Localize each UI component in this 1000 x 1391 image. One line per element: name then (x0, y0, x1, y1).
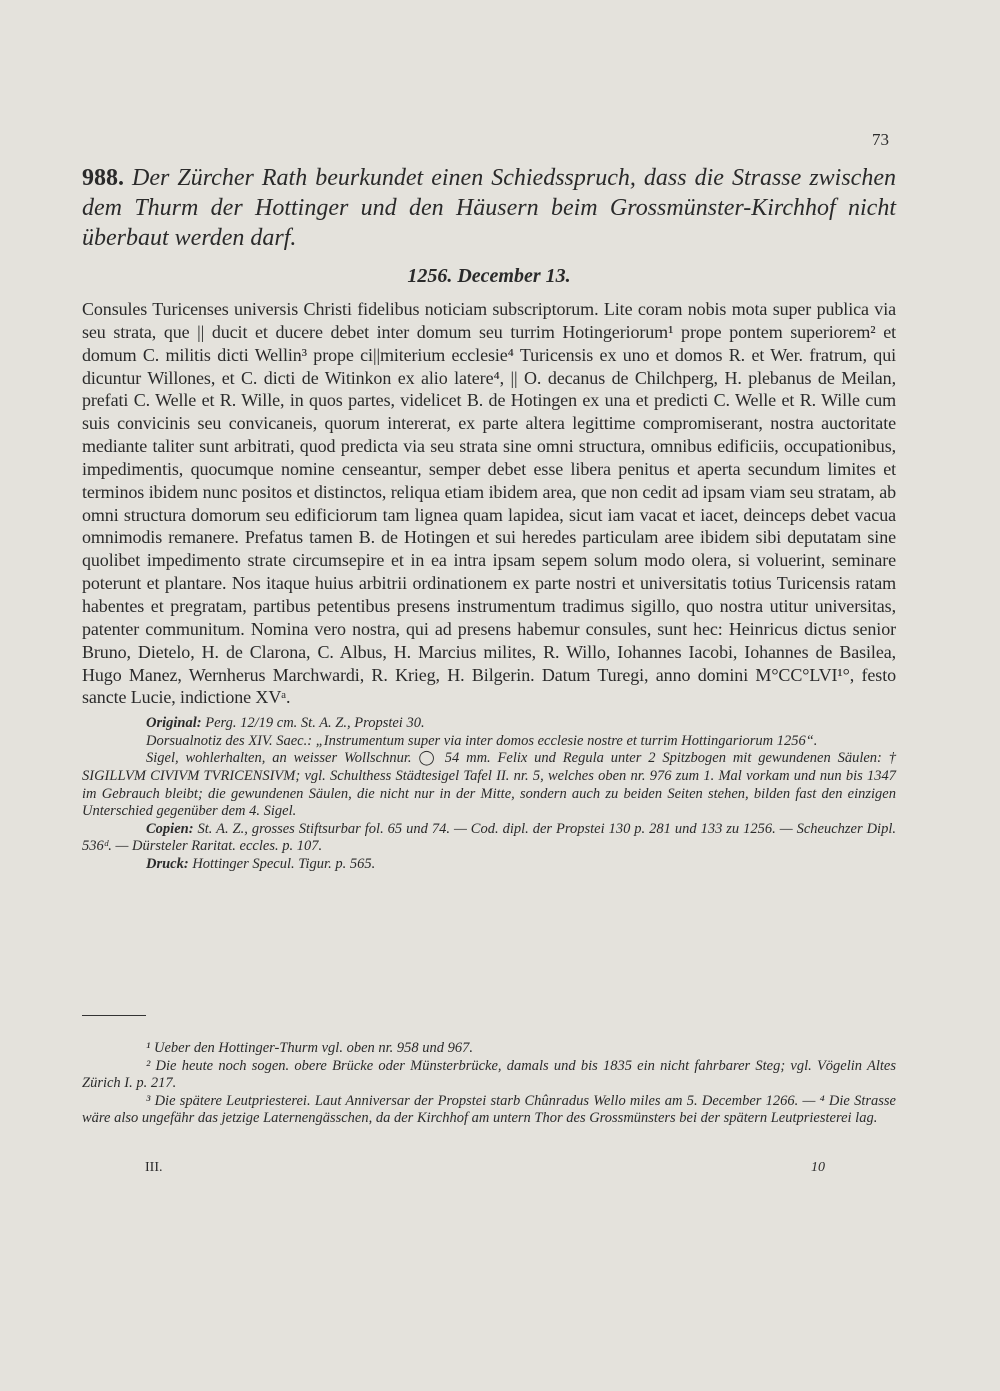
note-original (82, 715, 896, 733)
note-text: Sigel, wohlerhalten, an weisser Wollschnur. ◯ 54 mm. Felix und Regula unter 2 Spitzbogen mit gewundenen Säulen: † SIGILLVM CIVIVM TVRICENSIVM; vgl. Schulthess Städtesigel Tafel II. nr. 5, welches oben nr. 976 zum 1. Mal vorkam und nun bis 1347 im Gebrauch bleibt; die gewundenen Säulen, die nicht nur in der Mitte, sondern auch zu beiden Seiten stehen, bilden fast den einzigen Unterschied gegenüber dem 4. Sigel. (82, 750, 896, 820)
source-notes (82, 715, 896, 873)
note-text: St. A. Z., grosses Stiftsurbar fol. 65 und 74. — Cod. dipl. der Propstei 130 p. 281 und 133 zu 1256. — Scheuchzer Dipl. 536ᵈ. — Dürsteler Raritat. eccles. p. 107. (82, 820, 896, 855)
document-title: Der Zürcher Rath beurkundet einen Schiedsspruch, dass die Strasse zwischen dem Thurm der Hottinger und den Häusern beim Grossmünster-Kirchhof nicht überbaut werden darf. (82, 165, 896, 251)
document (82, 163, 896, 874)
note-seal (82, 750, 896, 820)
note-copies (82, 821, 896, 856)
footnote: ² Die heute noch sogen. obere Brücke oder Münsterbrücke, damals und bis 1835 ein nicht fahrbarer Steg; vgl. Vögelin Altes Zürich I. p. 217. (82, 1057, 896, 1092)
note-dorsual (82, 733, 896, 751)
document-body: Consules Turicenses universis Christi fidelibus noticiam subscriptorum. Lite coram nobis mota super publica via seu strata, que || ducit et ducere debet inter domum seu turrim Hotingeriorum¹ prope pontem superiorem² et domum C. militis dicti Wellin³ prope ci||miterium ecclesie⁴ Turicensis ex uno et domos R. et Wer. fratrum, qui dicuntur Willones, et C. dicti de Witinkon ex alio latere⁴, || O. decanus de Chilchperg, H. plebanus de Meilan, prefati C. Welle et R. Wille, in quos partes, videlicet B. de Hotingen ex una et predicti C. Welle et R. Wille cum suis convicinis seu convicaneis, quorum intererat, ex parte altera legittime compromiserant, nostra auctoritate mediante taliter sunt arbitrati, quod predicta via seu strata sine omni structura, omnibus edificiis, occupationibus, impedimentis, quocumque nomine censeantur, semper debet esse libera penitus et aperta secundum limites et terminos ibidem nunc positos et distinctos, reliqua etiam ibidem area, que non cedit ad ipsam viam seu stratam, ab omni structura domorum seu edificiorum tam lignea quam lapidea, sicut iam vacat et iacet, deinceps debet vacua omnimodis remanere. Prefatus tamen B. de Hotingen et sui heredes particulam aree ibidem sibi deputatam sine quolibet impedimento strate circumsepire et in ea intra ipsam sepem solum modo olera, si voluerint, seminare poterunt et plantare. Nos itaque huius arbitrii ordinationem ex parte nostri et universitatis totius Turicensis ratam habentes et pregratam, partibus petentibus presens instrumentum tradimus sigillo, quo nostra utitur universitas, patenter communitum. Nomina vero nostra, qui ad presens habemur consules, sunt hec: Heinricus dictus senior Bruno, Dietelo, H. de Clarona, C. Albus, H. Marcius milites, R. Willo, Iohannes Iacobi, Iohannes de Basilea, Hugo Manez, Wernherus Marchwardi, R. Krieg, H. Bilgerin. Datum Turegi, anno domini M°CC°LVI¹°, festo sancte Lucie, indictione XVᵃ. (82, 299, 896, 708)
document-date: 1256. December 13. (407, 265, 571, 287)
note-text: Dorsualnotiz des XIV. Saec.: „Instrumentum super via inter domos ecclesie nostre et turrim Hottingariorum 1256“. (146, 732, 818, 749)
note-label: Original: (146, 715, 202, 732)
note-text: Perg. 12/19 cm. St. A. Z., Propstei 30. (205, 715, 425, 732)
footnote-divider (82, 1015, 146, 1016)
document-heading (82, 163, 896, 253)
footnote: ³ Die spätere Leutpriesterei. Laut Anniversar der Propstei starb Chûnradus Wello miles am 5. December 1266. — ⁴ Die Strasse wäre also ungefähr das jetzige Laternengässchen, da der Kirchhof am untern Thor des Grossmünsters bei der spätern Leutpriesterei lag. (82, 1092, 896, 1127)
note-print (82, 856, 896, 874)
note-label: Druck: (146, 855, 189, 872)
signature-mark: 10 (811, 1160, 825, 1175)
note-text: Hottinger Specul. Tigur. p. 565. (192, 855, 376, 872)
volume-number: III. (145, 1160, 163, 1175)
page-number: 73 (872, 130, 889, 149)
footnotes (82, 1040, 896, 1128)
note-label: Copien: (146, 820, 194, 837)
footnote: ¹ Ueber den Hottinger-Thurm vgl. oben nr. 958 und 967. (146, 1040, 474, 1056)
document-number: 988. (82, 165, 124, 191)
